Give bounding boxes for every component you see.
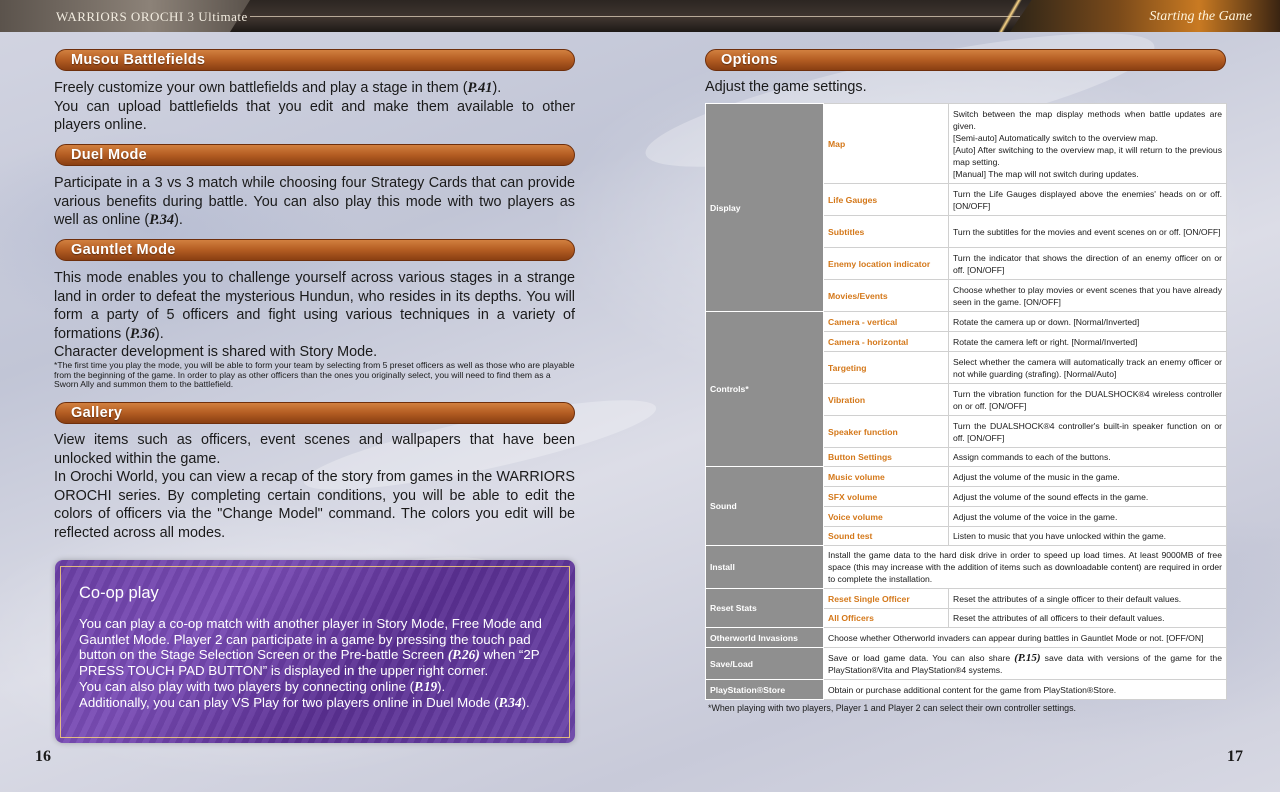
gauntlet-text-c: Character development is shared with Story Mode. <box>54 344 378 360</box>
coop-text <box>79 616 559 710</box>
option-desc: Reset the attributes of all officers to their default values. <box>949 609 1227 628</box>
option-desc: Listen to music that you have unlocked within the game. <box>949 527 1227 546</box>
option-desc: Select whether the camera will automatically track an enemy officer or not while guarding (strafing). [Normal/Auto] <box>949 352 1227 384</box>
coop-text-5: Additionally, you can play VS Play for two players online in Duel Mode ( <box>79 694 499 710</box>
heading-gallery: Gallery <box>55 402 575 424</box>
musou-text <box>54 79 575 135</box>
table-row <box>706 312 1227 332</box>
option-desc: Turn the subtitles for the movies and event scenes on or off. [ON/OFF] <box>949 216 1227 248</box>
table-row <box>706 104 1227 184</box>
category-save-load: Save/Load <box>706 648 824 680</box>
option-desc <box>824 648 1227 680</box>
header-rule <box>250 16 1020 17</box>
heading-musou-battlefields: Musou Battlefields <box>55 49 575 71</box>
coop-text-6: ). <box>521 694 530 710</box>
coop-text-3: You can also play with two players by connecting online ( <box>79 678 415 694</box>
gallery-text <box>54 431 575 542</box>
map-auto: [Auto] After switching to the overview map, it will return to the previous map setting. <box>953 144 1222 167</box>
page-ref: (P.26) <box>447 647 480 663</box>
duel-text-b: ). <box>174 212 183 228</box>
option-name: Camera - vertical <box>824 312 949 332</box>
category-controls: Controls* <box>706 312 824 467</box>
page-ref: P.19 <box>414 678 438 694</box>
option-desc: Choose whether to play movies or event scenes that you have already seen in the game. [ON/OFF] <box>949 280 1227 312</box>
category-sound: Sound <box>706 467 824 546</box>
option-name: Speaker function <box>824 416 949 448</box>
table-row <box>706 648 1227 680</box>
page-ref: P.34 <box>149 212 175 228</box>
page-number-left: 16 <box>35 748 51 765</box>
coop-text-4: ). <box>437 678 446 694</box>
table-row <box>706 467 1227 487</box>
option-name: Vibration <box>824 384 949 416</box>
heading-duel-mode: Duel Mode <box>55 144 575 166</box>
table-row <box>706 628 1227 648</box>
table-row <box>706 680 1227 700</box>
option-desc <box>949 104 1227 184</box>
duel-text-a: Participate in a 3 vs 3 match while choosing four Strategy Cards that can provide various benefits during battle. You can also play this mode with two players as well as online ( <box>54 175 575 228</box>
option-name: Targeting <box>824 352 949 384</box>
map-desc: Switch between the map display methods when battle updates are given. <box>953 108 1222 131</box>
saveload-b: save data with versions of the game for the PlayStation®Vita and PlayStation®4 systems. <box>828 652 1222 675</box>
gauntlet-text-b: ). <box>154 325 164 342</box>
option-desc: Rotate the camera up or down. [Normal/Inverted] <box>949 312 1227 332</box>
option-name: Enemy location indicator <box>824 248 949 280</box>
coop-title: Co-op play <box>79 584 159 602</box>
category-playstation-store: PlayStation®Store <box>706 680 824 700</box>
page-number-right: 17 <box>1227 748 1243 765</box>
option-desc: Assign commands to each of the buttons. <box>949 448 1227 467</box>
option-desc: Turn the DUALSHOCK®4 controller's built-in speaker function on or off. [ON/OFF] <box>949 416 1227 448</box>
option-desc: Turn the Life Gauges displayed above the enemies' heads on or off. [ON/OFF] <box>949 184 1227 216</box>
gauntlet-text-a: This mode enables you to challenge yourself across various stages in a strange land in order to defeat the mysterious Hundun, who resides in its depths. You will form a party of 5 officers and fight using various techniques in a variety of formations ( <box>54 270 575 342</box>
option-desc: Turn the vibration function for the DUALSHOCK®4 wireless controller on or off. [ON/OFF] <box>949 384 1227 416</box>
option-desc: Adjust the volume of the sound effects in the game. <box>949 487 1227 507</box>
option-desc: Adjust the volume of the music in the game. <box>949 467 1227 487</box>
option-name: All Officers <box>824 609 949 628</box>
options-footnote: *When playing with two players, Player 1 and Player 2 can select their own controller settings. <box>708 703 1077 713</box>
option-name: Voice volume <box>824 507 949 527</box>
option-desc: Reset the attributes of a single officer to their default values. <box>949 589 1227 609</box>
gallery-text-b: In Orochi World, you can view a recap of the story from games in the WARRIORS OROCHI series. By completing certain conditions, you will be able to edit the colors of officers via the "Change Model" command. The colors you edit will be reflected across all modes. <box>54 469 575 541</box>
table-row <box>706 546 1227 589</box>
game-title: WARRIORS OROCHI 3 Ultimate <box>56 9 248 24</box>
map-manual: [Manual] The map will not switch during updates. <box>953 168 1139 179</box>
option-name: Life Gauges <box>824 184 949 216</box>
table-row <box>706 589 1227 609</box>
category-otherworld: Otherworld Invasions <box>706 628 824 648</box>
option-desc: Adjust the volume of the voice in the game. <box>949 507 1227 527</box>
options-table <box>705 103 1227 700</box>
gauntlet-text <box>54 269 575 362</box>
section-title: Starting the Game <box>1149 9 1252 24</box>
duel-text <box>54 174 575 230</box>
category-install: Install <box>706 546 824 589</box>
top-header-bar <box>0 0 1280 32</box>
option-name: Camera - horizontal <box>824 332 949 352</box>
option-name: Button Settings <box>824 448 949 467</box>
musou-text-b: ). <box>492 80 502 96</box>
page-ref: P.36 <box>129 325 155 342</box>
option-desc: Obtain or purchase additional content for the game from PlayStation®Store. <box>824 680 1227 700</box>
heading-gauntlet-mode: Gauntlet Mode <box>55 239 575 261</box>
coop-text-1: You can play a co-op match with another player in Story Mode, Free Mode and Gauntlet Mode. Player 2 can participate in a game by pressing the touch pad button on the Stage Selection Screen or the Pre-battle Screen <box>79 616 542 663</box>
musou-text-a: Freely customize your own battlefields and play a stage in them ( <box>54 80 468 96</box>
option-name: Map <box>824 104 949 184</box>
saveload-a: Save or load game data. You can also share <box>828 652 1015 663</box>
category-reset-stats: Reset Stats <box>706 589 824 628</box>
option-name: Reset Single Officer <box>824 589 949 609</box>
option-name: SFX volume <box>824 487 949 507</box>
page-ref: P.41 <box>467 80 493 96</box>
gallery-text-a: View items such as officers, event scenes and wallpapers that have been unlocked within the game. <box>54 432 575 467</box>
option-desc: Rotate the camera left or right. [Normal/Inverted] <box>949 332 1227 352</box>
category-display: Display <box>706 104 824 312</box>
option-desc: Turn the indicator that shows the direction of an enemy officer on or off. [ON/OFF] <box>949 248 1227 280</box>
option-desc: Choose whether Otherworld invaders can appear during battles in Gauntlet Mode or not. [OFF/ON] <box>824 628 1227 648</box>
gauntlet-footnote: *The first time you play the mode, you will be able to form your team by selecting from 5 preset officers as well as those who are playable from the beginning of the game. In order to play as other officers than the ones you originally select, you will need to find them as a Sworn Ally and summon them to the battlefield. <box>54 360 575 389</box>
option-name: Music volume <box>824 467 949 487</box>
option-name: Sound test <box>824 527 949 546</box>
heading-options: Options <box>705 49 1226 71</box>
map-semi: [Semi-auto] Automatically switch to the overview map. <box>953 132 1158 143</box>
option-desc: Install the game data to the hard disk drive in order to speed up load times. At least 9000MB of free space (this may increase with the addition of items such as downloadable content) are required in order to complete the installation. <box>824 546 1227 589</box>
option-name: Movies/Events <box>824 280 949 312</box>
coop-text-2: when “2P PRESS TOUCH PAD BUTTON” is displayed in the upper right corner. <box>79 647 540 679</box>
options-intro: Adjust the game settings. <box>705 79 867 95</box>
musou-text-c: You can upload battlefields that you edit and make them available to other players online. <box>54 98 575 133</box>
coop-play-box <box>55 560 575 743</box>
page-ref: (P.15) <box>1014 651 1041 664</box>
option-name: Subtitles <box>824 216 949 248</box>
page-ref: P.34 <box>498 694 522 710</box>
